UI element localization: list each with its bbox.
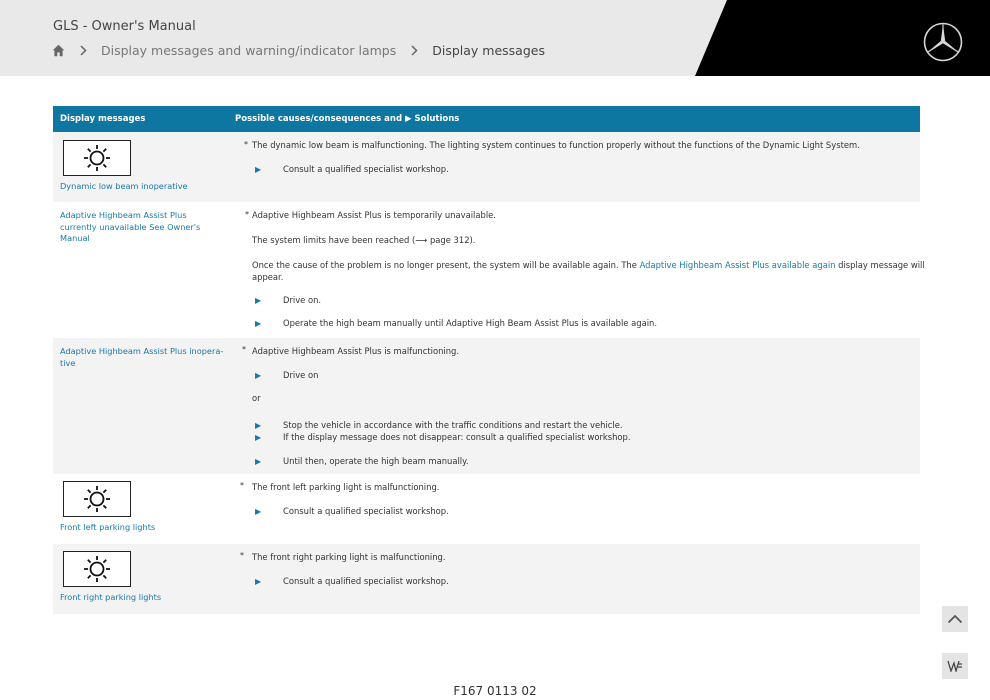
column-header-causes-solutions: Possible causes/consequences and ▶ Solutions bbox=[235, 114, 460, 124]
solution-step: Drive on. bbox=[283, 295, 322, 305]
message-link-dynamic-low-beam[interactable]: Dynamic low beam inoperative bbox=[60, 181, 188, 191]
paragraph-line: appear. bbox=[252, 272, 284, 282]
doc-title: GLS - Owner's Manual bbox=[53, 19, 196, 34]
light-warning-icon bbox=[63, 551, 131, 587]
arrow-icon: ▶ bbox=[255, 296, 262, 305]
figure-code: F167 0113 02 bbox=[453, 684, 537, 698]
cause-text: The front left parking light is malfunctioning. bbox=[252, 482, 440, 492]
solution-step: Consult a qualified specialist workshop. bbox=[283, 576, 449, 586]
table-row bbox=[53, 544, 920, 614]
message-line: tive bbox=[60, 357, 76, 368]
message-link-front-right-parking[interactable]: Front right parking lights bbox=[60, 592, 162, 602]
scroll-to-top-button[interactable] bbox=[942, 606, 968, 632]
table-header bbox=[53, 106, 920, 132]
chevron-right-icon bbox=[79, 45, 87, 56]
breadcrumb-item-warning-lamps[interactable]: Display messages and warning/indicator lamps bbox=[101, 42, 397, 58]
message-line: Adaptive Highbeam Assist Plus inopera- bbox=[60, 346, 224, 356]
or-text: or bbox=[252, 393, 261, 403]
arrow-icon: ▶ bbox=[255, 507, 262, 516]
column-header-display-messages: Display messages bbox=[60, 114, 146, 124]
paragraph-text: display message will bbox=[838, 260, 925, 270]
note-text: The system limits have been reached (⟶ page 312). bbox=[252, 235, 476, 245]
arrow-icon: ▶ bbox=[255, 433, 262, 442]
chevron-right-icon bbox=[410, 45, 418, 56]
paragraph-text: Once the cause of the problem is no longer present, the system will be available again. The bbox=[252, 260, 637, 270]
bullet: * bbox=[240, 551, 244, 560]
cause-text: The front right parking light is malfunctioning. bbox=[252, 552, 446, 562]
solution-step: Until then, operate the high beam manually. bbox=[283, 456, 469, 466]
arrow-icon: ▶ bbox=[255, 371, 262, 380]
message-link-highbeam-unavailable[interactable]: Adaptive Highbeam Assist Plus currently unavailable See Owner's Manual bbox=[60, 210, 201, 243]
solution-step: Drive on bbox=[283, 370, 319, 380]
solution-step: If the display message does not disappear: consult a qualified specialist workshop. bbox=[283, 432, 631, 442]
arrow-icon: ▶ bbox=[255, 457, 262, 466]
paragraph-line bbox=[252, 260, 925, 270]
bullet: * bbox=[245, 210, 249, 219]
table-row bbox=[53, 338, 920, 474]
arrow-icon: ▶ bbox=[255, 577, 262, 586]
bullet: * bbox=[244, 140, 248, 149]
message-link-front-left-parking[interactable]: Front left parking lights bbox=[60, 522, 156, 532]
table-row bbox=[53, 474, 920, 544]
page-function-button[interactable] bbox=[942, 653, 968, 679]
cause-text: The dynamic low beam is malfunctioning. The lighting system continues to function properly without the functions of the Dynamic Light System. bbox=[252, 140, 860, 150]
solution-step: Stop the vehicle in accordance with the traffic conditions and restart the vehicle. bbox=[283, 420, 623, 430]
bullet: * bbox=[242, 345, 246, 354]
cause-text: Adaptive Highbeam Assist Plus is malfunctioning. bbox=[252, 346, 459, 356]
solution-step: Consult a qualified specialist workshop. bbox=[283, 506, 449, 516]
light-warning-icon bbox=[63, 481, 131, 517]
table-row bbox=[53, 132, 920, 202]
display-messages-table bbox=[53, 106, 925, 614]
arrow-icon: ▶ bbox=[255, 165, 262, 174]
solution-step: Operate the high beam manually until Adaptive High Beam Assist Plus is available again. bbox=[283, 318, 657, 328]
arrow-icon: ▶ bbox=[255, 421, 262, 430]
bullet: * bbox=[240, 481, 244, 490]
light-warning-icon bbox=[63, 140, 131, 176]
inline-message-link[interactable]: Adaptive Highbeam Assist Plus available again bbox=[639, 260, 836, 270]
message-link-highbeam-inoperative[interactable] bbox=[60, 346, 223, 369]
chevron-up-icon bbox=[947, 614, 963, 624]
mercedes-star-logo bbox=[923, 22, 963, 62]
breadcrumb bbox=[52, 41, 545, 59]
solution-step: Consult a qualified specialist workshop. bbox=[283, 164, 449, 174]
breadcrumb-item-current: Display messages bbox=[432, 42, 545, 58]
arrow-icon: ▶ bbox=[255, 319, 262, 328]
home-icon[interactable] bbox=[52, 44, 65, 57]
page-header bbox=[0, 0, 990, 76]
table-row bbox=[53, 202, 925, 338]
page-icon bbox=[947, 660, 963, 672]
cause-text: Adaptive Highbeam Assist Plus is temporarily unavailable. bbox=[252, 210, 496, 220]
